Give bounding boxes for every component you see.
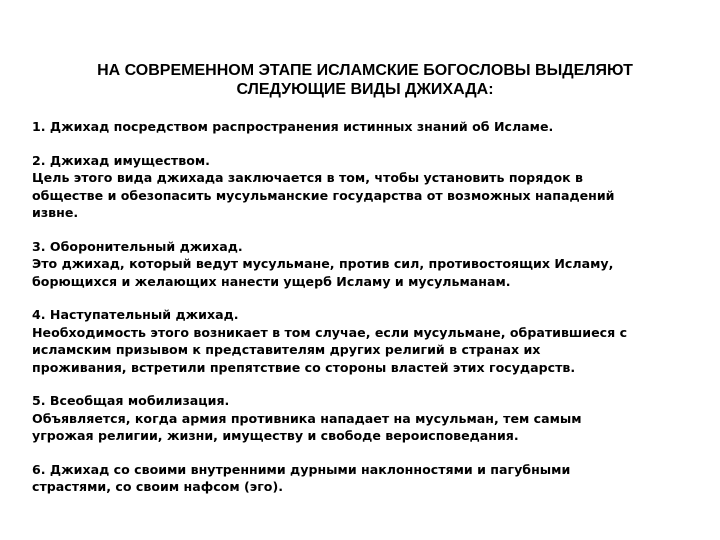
item-text-line: страстями, со своим нафсом (эго).	[32, 479, 283, 494]
list-item-4	[32, 306, 702, 376]
item-heading: 1. Джихад посредством распространения истинных знаний об Исламе.	[32, 119, 554, 134]
slide-title-line-1: НА СОВРЕМЕННОМ ЭТАПЕ ИСЛАМСКИЕ БОГОСЛОВЫ ВЫДЕЛЯЮТ	[97, 62, 633, 79]
item-heading: 6. Джихад со своими внутренними дурными наклонностями и пагубными	[32, 461, 571, 477]
slide-title-line-2: СЛЕДУЮЩИЕ ВИДЫ ДЖИХАДА:	[236, 81, 494, 98]
item-heading: 3. Оборонительный джихад.	[32, 238, 243, 254]
item-heading: 2. Джихад имуществом.	[32, 152, 210, 168]
list-item-2	[32, 152, 702, 222]
item-text-line: проживания, встретили препятствие со стороны властей этих государств.	[32, 359, 576, 375]
item-text-line: Объявляется, когда армия противника нападает на мусульман, тем самым	[32, 410, 582, 426]
item-heading: 4. Наступательный джихад.	[32, 307, 239, 322]
item-text-line: Необходимость этого возникает в том случае, если мусульмане, обратившиеся с	[32, 324, 628, 340]
list-item-6	[32, 461, 702, 496]
list-item-3	[32, 238, 702, 291]
item-text-line: извне.	[32, 205, 79, 220]
slide-title	[40, 61, 690, 99]
item-text-line: борющихся и желающих нанести ущерб Исламу и мусульманам.	[32, 273, 511, 289]
list-item-1	[32, 118, 702, 136]
list-item-5	[32, 392, 702, 445]
jihad-types-list	[32, 118, 702, 512]
item-text-line: угрожая религии, жизни, имуществу и свободе вероисповедания.	[32, 428, 519, 443]
item-text-line: Цель этого вида джихада заключается в том, чтобы установить порядок в	[32, 170, 584, 185]
item-heading: 5. Всеобщая мобилизация.	[32, 393, 230, 408]
item-text-line: исламским призывом к представителям других религий в странах их	[32, 342, 541, 357]
item-text-line: обществе и обезопасить мусульманские государства от возможных нападений	[32, 187, 615, 203]
item-text-line: Это джихад, который ведут мусульмане, против сил, противостоящих Исламу,	[32, 256, 614, 271]
